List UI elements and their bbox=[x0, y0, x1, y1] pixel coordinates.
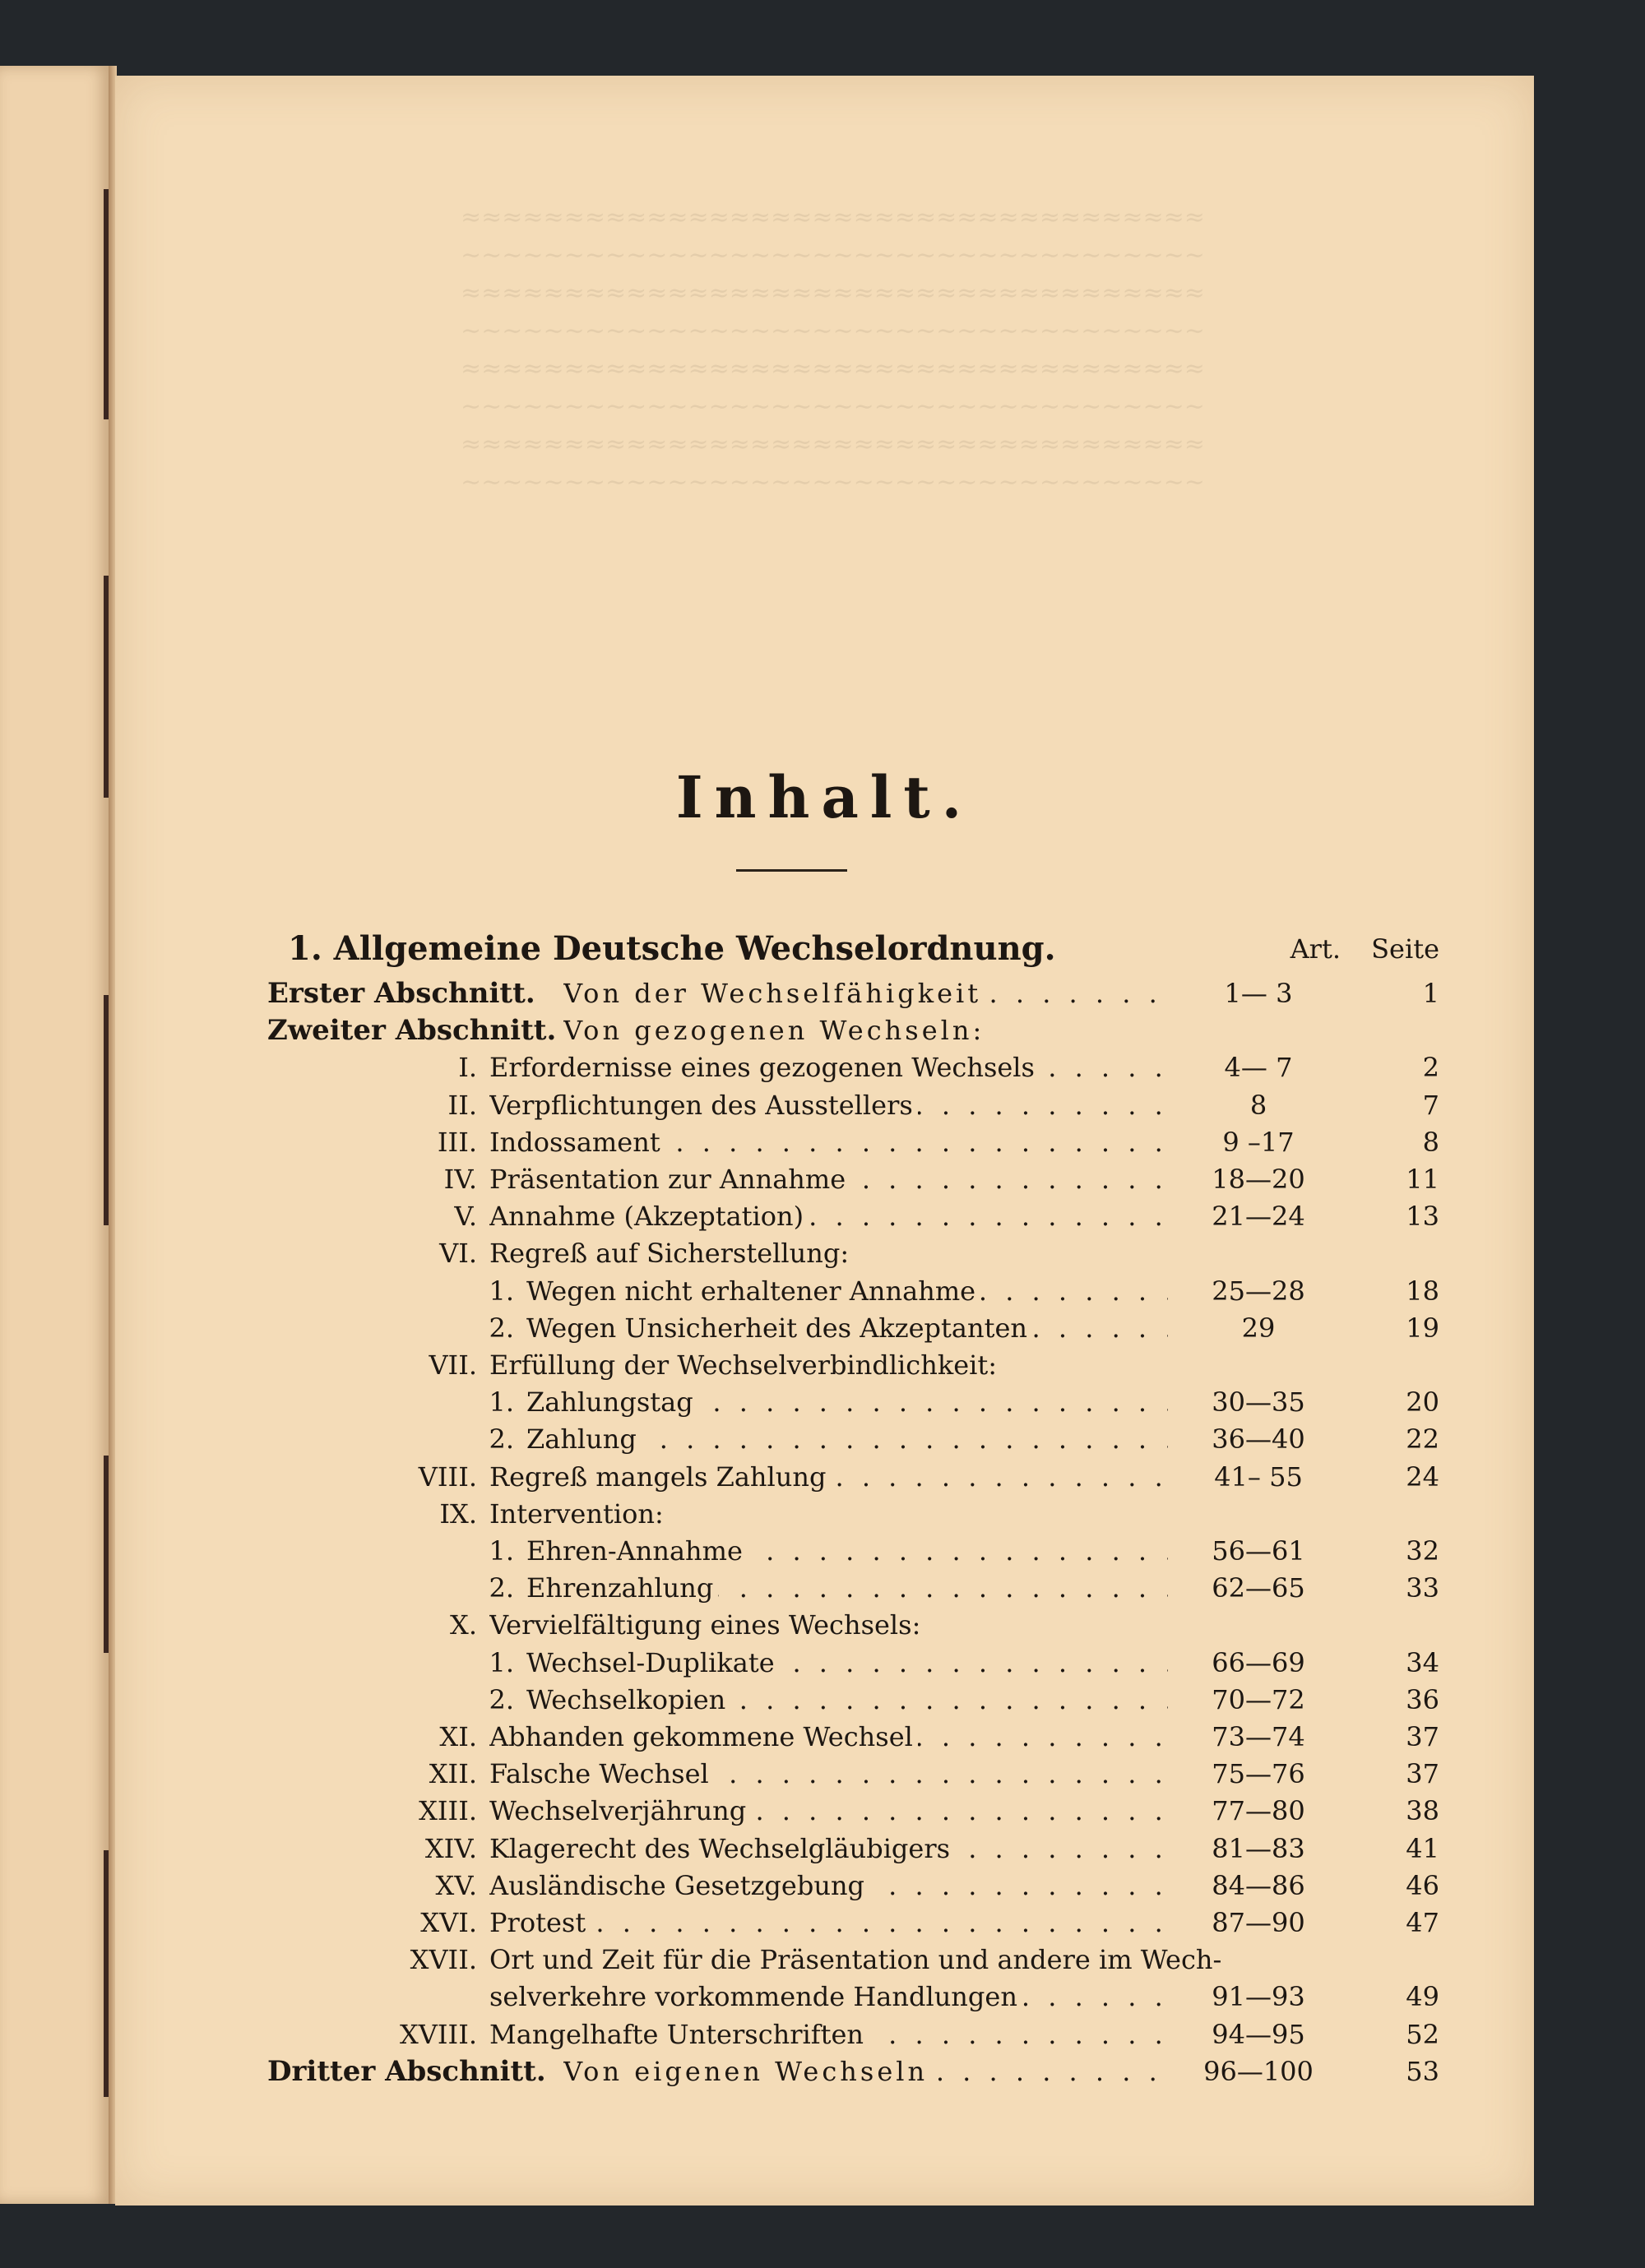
entry-number: VIII. bbox=[418, 1460, 477, 1493]
entry-number: XIV. bbox=[424, 1832, 477, 1864]
entry-title: Zahlung bbox=[526, 1423, 642, 1455]
article-range: 70—72 bbox=[1212, 1683, 1305, 1715]
toc-entry bbox=[115, 1124, 1534, 1160]
article-range: 62—65 bbox=[1212, 1572, 1305, 1604]
entry-title: Ehren-Annahme bbox=[526, 1535, 748, 1567]
entry-number: III. bbox=[437, 1126, 477, 1158]
entry-title: Von eigenen Wechseln bbox=[563, 2056, 933, 2087]
toc-entry bbox=[115, 1868, 1534, 1904]
page-number: 18 bbox=[1406, 1275, 1439, 1307]
entry-title: Regreß auf Sicherstellung: bbox=[489, 1238, 854, 1269]
entry-title: Vervielfältigung eines Wechsels: bbox=[489, 1609, 925, 1641]
toc-entry bbox=[115, 1012, 1534, 1048]
page-number: 8 bbox=[1422, 1126, 1439, 1158]
toc-entry bbox=[115, 1793, 1534, 1829]
entry-number: XVI. bbox=[420, 1907, 477, 1938]
entry-number: XI. bbox=[439, 1721, 477, 1752]
article-range: 81—83 bbox=[1212, 1832, 1305, 1864]
page-number: 36 bbox=[1406, 1683, 1439, 1715]
entry-number: 2. bbox=[489, 1423, 514, 1456]
abschnitt-label: Dritter Abschnitt. bbox=[267, 2054, 546, 2088]
article-range: 36—40 bbox=[1212, 1423, 1305, 1456]
show-through-texture: ≈≈≈≈≈≈≈≈≈≈≈≈≈≈≈≈≈≈≈≈≈≈≈≈≈≈≈≈≈≈≈≈≈≈≈≈ ∼∼∼∼∼∼∼∼∼∼∼∼∼∼∼∼∼∼∼∼∼∼∼∼∼∼∼∼∼∼∼∼∼∼∼∼ ≈≈≈≈≈≈≈≈≈≈≈≈≈≈≈≈≈≈≈≈≈≈≈≈≈≈≈≈≈≈≈≈≈≈≈≈ ∼∼∼∼∼∼∼∼∼∼∼∼∼∼∼∼∼∼∼∼∼∼∼∼∼∼∼∼∼∼∼∼∼∼∼∼ ≈≈≈≈≈≈≈≈≈≈≈≈≈≈≈≈≈≈≈≈≈≈≈≈≈≈≈≈≈≈≈≈≈≈≈≈ ∼∼∼∼∼∼∼∼∼∼∼∼∼∼∼∼∼∼∼∼∼∼∼∼∼∼∼∼∼∼∼∼∼∼∼∼ ≈≈≈≈≈≈≈≈≈≈≈≈≈≈≈≈≈≈≈≈≈≈≈≈≈≈≈≈≈≈≈≈≈≈≈≈ ∼∼∼∼∼∼∼∼∼∼∼∼∼∼∼∼∼∼∼∼∼∼∼∼∼∼∼∼∼∼∼∼∼∼∼∼ bbox=[461, 203, 1205, 497]
article-range: 29 bbox=[1241, 1312, 1276, 1344]
entry-title: Von gezogenen Wechseln: bbox=[563, 1015, 989, 1046]
article-range: 56—61 bbox=[1212, 1535, 1305, 1567]
page-number: 13 bbox=[1406, 1201, 1439, 1233]
entry-title: Regreß mangels Zahlung bbox=[489, 1461, 831, 1493]
article-range: 77—80 bbox=[1212, 1795, 1305, 1827]
entry-title: Intervention: bbox=[489, 1498, 669, 1530]
entry-title: Annahme (Akzeptation) bbox=[489, 1201, 809, 1232]
entry-number: I. bbox=[458, 1052, 477, 1084]
entry-title: Wechsel-Duplikate bbox=[526, 1647, 780, 1678]
page-number: 52 bbox=[1406, 2018, 1439, 2050]
article-range: 84—86 bbox=[1212, 1869, 1305, 1901]
col-art-header: Art. bbox=[1290, 933, 1341, 965]
toc-entry bbox=[115, 1273, 1534, 1309]
article-range: 96—100 bbox=[1203, 2055, 1314, 2087]
article-range: 9 –17 bbox=[1222, 1126, 1295, 1158]
article-range: 91—93 bbox=[1212, 1981, 1305, 2013]
entry-number: XII. bbox=[429, 1758, 477, 1790]
page-number: 37 bbox=[1406, 1721, 1439, 1752]
entry-title: Verpflichtungen des Ausstellers bbox=[489, 1090, 918, 1121]
entry-number: X. bbox=[450, 1609, 477, 1641]
toc-entry bbox=[115, 1533, 1534, 1569]
page-number: 38 bbox=[1406, 1795, 1439, 1827]
entry-title: Erfordernisse eines gezogenen Wechsels bbox=[489, 1052, 1040, 1083]
toc-entry bbox=[115, 1942, 1534, 1978]
article-range: 21—24 bbox=[1212, 1201, 1305, 1233]
entry-title: Indossament bbox=[489, 1127, 665, 1158]
entry-number: VI. bbox=[439, 1238, 477, 1270]
toc-entry bbox=[115, 1347, 1534, 1383]
article-range: 41– 55 bbox=[1214, 1460, 1303, 1493]
entry-title: Präsentation zur Annahme bbox=[489, 1164, 850, 1195]
page-number: 11 bbox=[1406, 1164, 1439, 1195]
article-range: 18—20 bbox=[1212, 1164, 1305, 1195]
title-rule bbox=[736, 869, 847, 872]
page-number: 2 bbox=[1422, 1052, 1439, 1084]
left-page-edge bbox=[0, 66, 109, 2204]
toc-entry bbox=[115, 1161, 1534, 1197]
article-range: 30—35 bbox=[1212, 1386, 1305, 1419]
toc-entry bbox=[115, 1384, 1534, 1420]
entry-number: 1. bbox=[489, 1535, 514, 1567]
col-seite-header: Seite bbox=[1371, 933, 1439, 965]
section-heading: 1. Allgemeine Deutsche Wechselordnung. bbox=[288, 931, 1056, 967]
page-number: 53 bbox=[1406, 2055, 1439, 2087]
entry-number: V. bbox=[454, 1201, 477, 1233]
entry-title: selverkehre vorkommende Handlungen bbox=[489, 1981, 1022, 2012]
article-range: 66—69 bbox=[1212, 1646, 1305, 1678]
entry-title: Ausländische Gesetzgebung bbox=[489, 1870, 869, 1901]
toc-entry bbox=[115, 2053, 1534, 2090]
page-number: 47 bbox=[1406, 1907, 1439, 1938]
entry-title: Falsche Wechsel bbox=[489, 1758, 714, 1789]
page-title: Inhalt. bbox=[675, 763, 974, 831]
article-range: 75—76 bbox=[1212, 1758, 1305, 1790]
entry-number: VII. bbox=[429, 1349, 477, 1381]
entry-title: Wechselverjährung bbox=[489, 1795, 751, 1826]
page-number: 7 bbox=[1422, 1089, 1439, 1121]
article-range: 8 bbox=[1249, 1089, 1267, 1121]
article-range: 1— 3 bbox=[1224, 978, 1293, 1009]
entry-title: Ehrenzahlung bbox=[526, 1572, 718, 1604]
entry-number: 2. bbox=[489, 1683, 514, 1715]
toc-entry bbox=[115, 1607, 1534, 1643]
book-page bbox=[115, 76, 1534, 2206]
toc-entry bbox=[115, 1049, 1534, 1085]
article-range: 87—90 bbox=[1212, 1907, 1305, 1938]
page-number: 20 bbox=[1406, 1386, 1439, 1419]
toc-entry bbox=[115, 1831, 1534, 1867]
toc-entry bbox=[115, 1570, 1534, 1606]
entry-number: XV. bbox=[435, 1869, 477, 1901]
entry-title: Wegen Unsicherheit des Akzeptanten bbox=[526, 1312, 1032, 1344]
article-range: 73—74 bbox=[1212, 1721, 1305, 1752]
page-number: 24 bbox=[1406, 1460, 1439, 1493]
article-range: 25—28 bbox=[1212, 1275, 1305, 1307]
toc-entry bbox=[115, 1756, 1534, 1792]
entry-number: 2. bbox=[489, 1312, 514, 1344]
entry-title: Protest bbox=[489, 1907, 591, 1938]
toc-entry bbox=[115, 1087, 1534, 1123]
page-number: 34 bbox=[1406, 1646, 1439, 1678]
toc-entry bbox=[115, 1310, 1534, 1346]
entry-number: IV. bbox=[443, 1164, 477, 1195]
entry-title: Klagerecht des Wechselgläubigers bbox=[489, 1833, 955, 1864]
page-number: 49 bbox=[1406, 1981, 1439, 2013]
entry-title: Wechselkopien bbox=[526, 1684, 730, 1715]
entry-title: Ort und Zeit für die Präsentation und andere im Wech- bbox=[489, 1944, 1226, 1975]
toc-entry bbox=[115, 1198, 1534, 1234]
toc-entry bbox=[115, 1682, 1534, 1718]
toc-entry bbox=[115, 2016, 1534, 2053]
entry-number: 1. bbox=[489, 1275, 514, 1307]
page-number: 33 bbox=[1406, 1572, 1439, 1604]
entry-number: XVIII. bbox=[400, 2018, 477, 2050]
entry-number: II. bbox=[447, 1089, 477, 1121]
toc-entry bbox=[115, 1719, 1534, 1755]
entry-title: Zahlungstag bbox=[526, 1386, 698, 1418]
entry-title: Mangelhafte Unterschriften bbox=[489, 2019, 869, 2050]
entry-number: 1. bbox=[489, 1386, 514, 1419]
page-number: 46 bbox=[1406, 1869, 1439, 1901]
entry-number: IX. bbox=[439, 1497, 477, 1530]
abschnitt-label: Zweiter Abschnitt. bbox=[267, 1014, 557, 1048]
section-header bbox=[115, 931, 1534, 967]
article-range: 4— 7 bbox=[1224, 1052, 1293, 1084]
entry-title: Wegen nicht erhaltener Annahme bbox=[526, 1275, 980, 1307]
toc-entry bbox=[115, 1235, 1534, 1271]
abschnitt-label: Erster Abschnitt. bbox=[267, 977, 535, 1010]
entry-number: 2. bbox=[489, 1572, 514, 1604]
entry-number: XVII. bbox=[410, 1944, 477, 1976]
entry-number: 1. bbox=[489, 1646, 514, 1678]
page-number: 22 bbox=[1406, 1423, 1439, 1456]
toc-entry bbox=[115, 1905, 1534, 1941]
toc-entry bbox=[115, 1496, 1534, 1532]
entry-title: Abhanden gekommene Wechsel bbox=[489, 1721, 918, 1752]
page-number: 41 bbox=[1406, 1832, 1439, 1864]
toc-entry bbox=[115, 1421, 1534, 1457]
page-number: 1 bbox=[1422, 978, 1439, 1009]
article-range: 94—95 bbox=[1212, 2018, 1305, 2050]
entry-title: Erfüllung der Wechselverbindlichkeit: bbox=[489, 1349, 1002, 1381]
toc-entry bbox=[115, 1979, 1534, 2015]
entry-title: Von der Wechselfähigkeit bbox=[563, 978, 986, 1009]
toc-entry bbox=[115, 975, 1534, 1011]
toc-entry bbox=[115, 1645, 1534, 1681]
page-number: 19 bbox=[1406, 1312, 1439, 1344]
toc-entry bbox=[115, 1459, 1534, 1495]
page-number: 32 bbox=[1406, 1535, 1439, 1567]
page-number: 37 bbox=[1406, 1758, 1439, 1790]
entry-number: XIII. bbox=[419, 1795, 477, 1827]
